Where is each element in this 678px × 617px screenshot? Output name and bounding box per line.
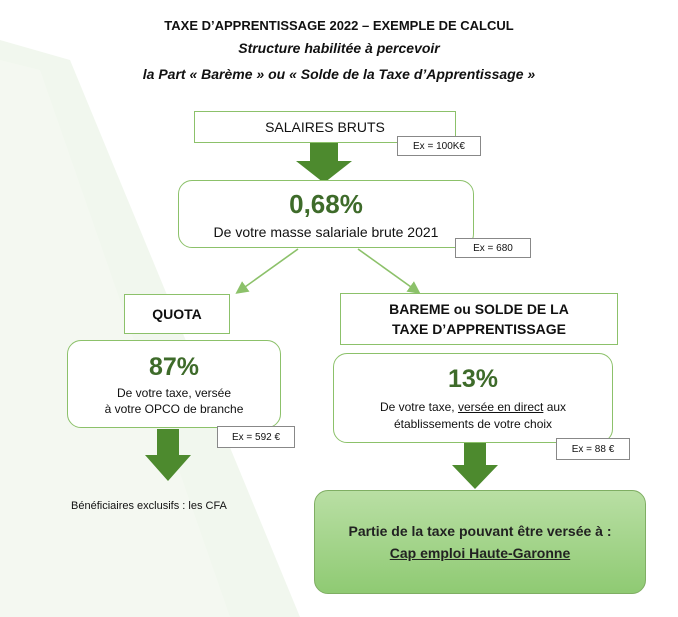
bareme-label-line2: TAXE D’APPRENTISSAGE — [392, 321, 566, 337]
bareme-box — [340, 293, 618, 345]
bareme-label-line1: BAREME ou SOLDE DE LA — [389, 300, 569, 317]
quota-beneficiaires: Bénéficiaires exclusifs : les CFA — [71, 500, 227, 512]
quota-value: 87% — [148, 352, 200, 381]
taux-example: Ex = 680 — [455, 238, 531, 258]
page-title: TAXE D’APPRENTISSAGE 2022 – EXEMPLE DE CALCUL — [164, 18, 514, 33]
bareme-description-line1 — [380, 400, 566, 414]
quota-box — [124, 294, 230, 334]
bareme-desc-prefix: De votre taxe, — [379, 400, 458, 414]
bareme-value: 13% — [447, 365, 499, 393]
quota-example: Ex = 592 € — [217, 426, 295, 448]
final-line1: Partie de la taxe pouvant être versée à : — [348, 523, 612, 539]
quota-description-line2: à votre OPCO de branche — [104, 401, 244, 416]
quota-label: QUOTA — [152, 306, 202, 322]
bareme-detail-box — [333, 353, 613, 443]
down-arrow-icon — [452, 443, 498, 489]
quota-description-line1: De votre taxe, versée — [116, 385, 232, 400]
taux-value: 0,68% — [289, 188, 363, 219]
taux-description: De votre masse salariale brute 2021 — [213, 223, 439, 240]
down-arrow-icon — [145, 429, 191, 481]
final-line2: Cap emploi Haute-Garonne — [389, 545, 571, 561]
quota-detail-box — [67, 340, 281, 428]
bareme-description-line2: établissements de votre choix — [393, 417, 553, 431]
salaires-example: Ex = 100K€ — [397, 136, 481, 156]
bareme-desc-underlined: versée en direct — [457, 400, 544, 414]
bareme-example: Ex = 88 € — [556, 438, 630, 460]
salaires-bruts-label: SALAIRES BRUTS — [265, 119, 385, 135]
page-subtitle-line2: la Part « Barème » ou « Solde de la Taxe d’Apprentissage » — [142, 66, 536, 82]
page-subtitle-line1: Structure habilitée à percevoir — [238, 40, 440, 56]
bareme-desc-suffix: aux — [543, 400, 567, 414]
final-box — [314, 490, 646, 594]
